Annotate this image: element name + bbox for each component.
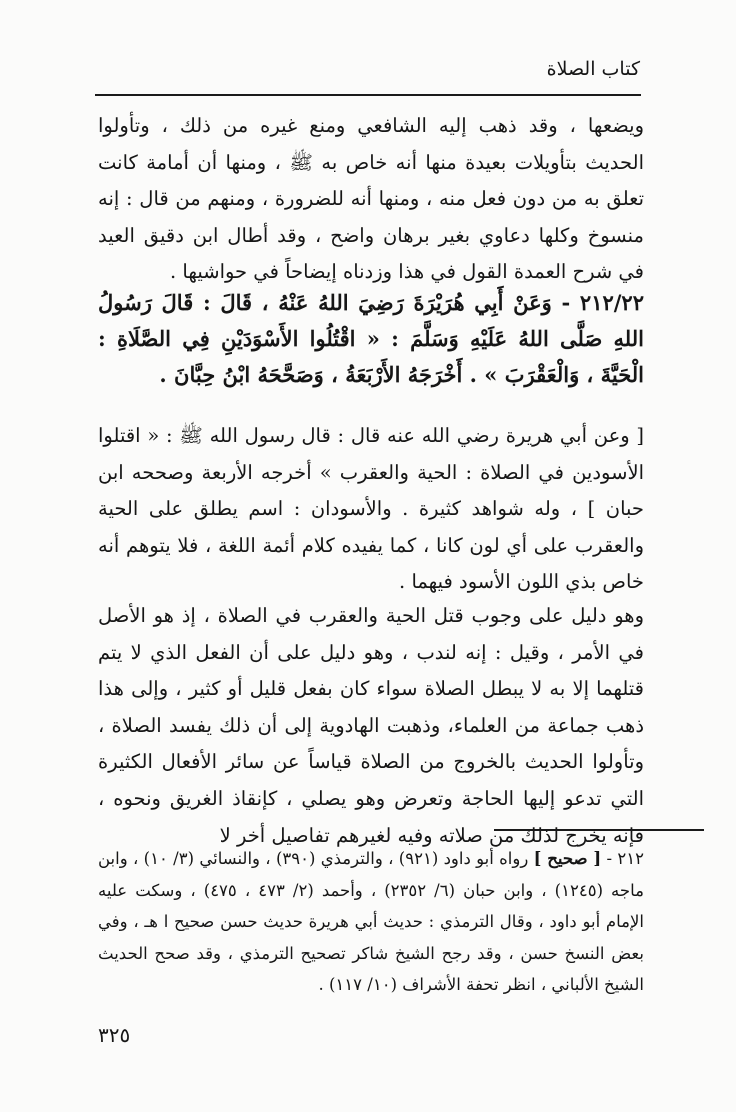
header-divider [95,94,641,96]
paragraph-text: وهو دليل على وجوب قتل الحية والعقرب في الصلاة ، إذ هو الأصل في الأمر ، وقيل : إنه لندب ، وهو دليل على أن الفعل الذي لا يتم قتلهما إلا به لا يبطل الصلاة سواء كان بفعل قليل أو كثير ، وإلى هذا ذهب جماعة من العلماء، وذهبت الهادوية إلى أن ذلك يفسد الصلاة ، وتأولوا الحديث بالخروج من الصلاة قياساً عن سائر الأفعال الكثيرة التي تدعو إليها الحاجة وتعرض وهو يصلي ، كإنقاذ الغريق ونحوه ، فإنه يخرج لذلك من صلاته وفيه لغيرهم تفاصيل أخر لا [98,604,644,847]
footnote-text: رواه أبو داود (٩٢١) ، والترمذي (٣٩٠) ، والنسائي (٣/ ١٠) ، وابن ماجه (١٢٤٥) ، وابن حبان (٦/ ٢٣٥٢) ، وأحمد (٢/ ٤٧٣ ، ٤٧٥) ، وسكت عليه الإمام أبو داود ، وقال الترمذي : حديث أبي هريرة حديث حسن صحيح ا هـ ، وفي بعض النسخ حسن ، وقد رجح الشيخ شاكر تصحيح الترمذي ، وقد صحح الحديث الشيخ الألباني ، انظر تحفة الأشراف (١٠/ ١١٧) . [98,849,644,995]
footnote-divider [494,829,704,831]
footnote-grade: [ صحيح ] [533,849,602,868]
commentary-paragraph-1 [98,108,644,291]
running-header-title: كتاب الصلاة [546,58,640,80]
footnote-number: ٢١٢ - [606,849,644,868]
page-number: ٣٢٥ [98,1023,131,1047]
commentary-paragraph-2 [98,418,644,601]
paragraph-text: [ وعن أبي هريرة رضي الله عنه قال : قال رسول الله ﷺ : « اقتلوا الأسودين في الصلاة : الحية والعقرب » أخرجه الأربعة وصححه ابن حبان ] ، وله شواهد كثيرة . والأسودان : اسم يطلق على الحية والعقرب على أي لون كانا ، كما يفيده كلام أئمة اللغة ، فلا يتوهم أنه خاص بذي اللون الأسود فيهما . [98,424,644,594]
commentary-paragraph-3 [98,598,644,854]
hadith-text [98,285,644,393]
hadith-paragraph: ٢١٢/٢٢ - وَعَنْ أَبِي هُرَيْرَةَ رَضِيَ اللهُ عَنْهُ ، قَالَ : قَالَ رَسُولُ اللهِ صَلَّى اللهُ عَلَيْهِ وَسَلَّمَ : « اقْتُلُوا الأَسْوَدَيْنِ فِي الصَّلَاةِ : الْحَيَّةَ ، وَالْعَقْرَبَ » . أَخْرَجَهُ الأَرْبَعَةُ ، وَصَحَّحَهُ ابْنُ حِبَّانَ . [98,290,644,387]
footnote [98,843,644,1001]
paragraph-text: ويضعها ، وقد ذهب إليه الشافعي ومنع غيره من ذلك ، وتأولوا الحديث بتأويلات بعيدة منها أنه خاص به ﷺ ، ومنها أن أمامة كانت تعلق به من دون فعل منه ، ومنها أنه للضرورة ، ومنهم من قال : إنه منسوخ وكلها دعاوي بغير برهان واضح ، وقد أطال ابن دقيق العيد في شرح العمدة القول في هذا وزدناه إيضاحاً في حواشيها . [98,114,644,284]
